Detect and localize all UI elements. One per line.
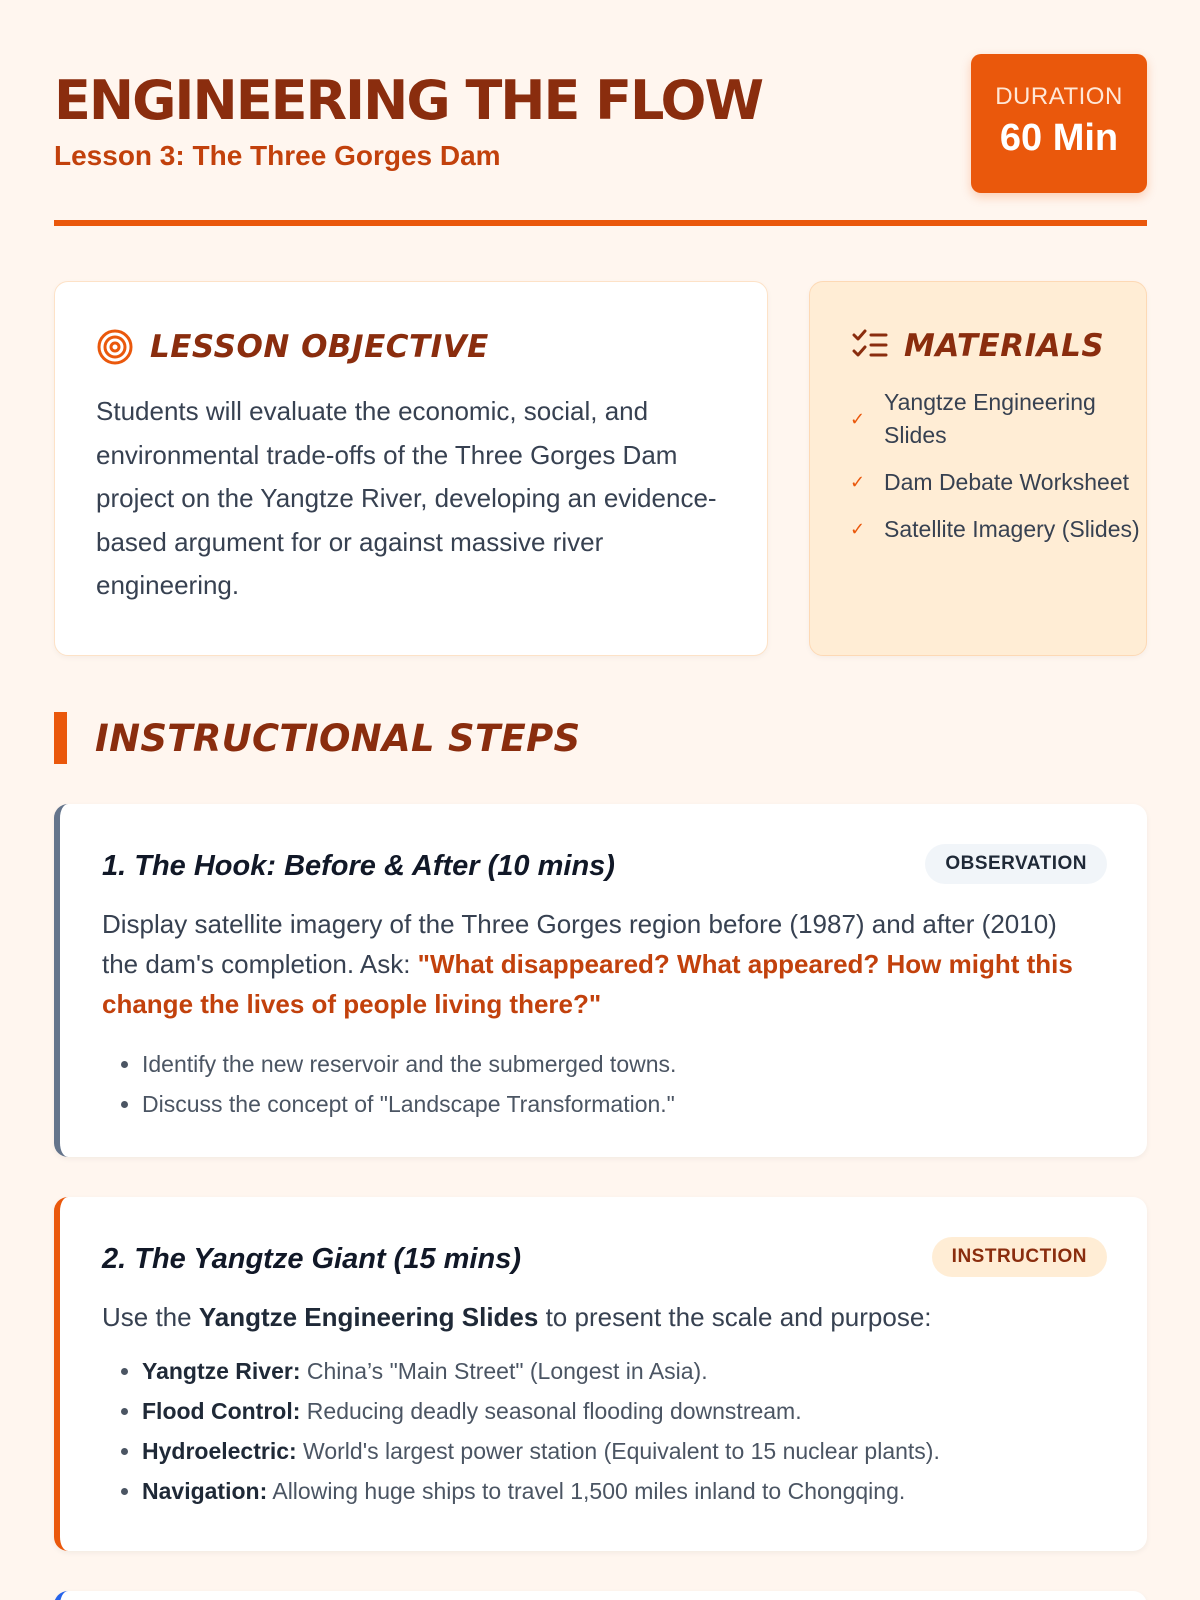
step-resource-name: Yangtze Engineering Slides: [198, 1302, 539, 1332]
materials-list: [850, 386, 1140, 560]
objective-title: LESSON OBJECTIVE: [150, 329, 489, 365]
objective-card: [54, 281, 768, 656]
bullet-term: Hydroelectric:: [142, 1438, 297, 1464]
list-item: [850, 513, 1140, 546]
bullet-text: Reducing deadly seasonal flooding downstream.: [300, 1398, 802, 1424]
step-title: 1. The Hook: Before & After (10 mins): [102, 850, 615, 882]
bullet-term: Navigation:: [142, 1478, 268, 1504]
list-item: • Discuss the concept of "Landscape Transformation.": [142, 1084, 1102, 1124]
step-card-1: [54, 804, 1147, 1157]
duration-label: DURATION: [995, 83, 1123, 110]
step-description-text: Display satellite imagery of the Three Gorges region before (1987) and after (2010) the dam's completion. Ask:: [102, 909, 1057, 979]
bullet-term: Yangtze River:: [142, 1358, 301, 1384]
step-description: [102, 904, 1092, 1024]
objective-heading: [96, 328, 489, 366]
section-heading: [54, 712, 580, 764]
list-item: [850, 466, 1140, 499]
check-icon: ✓: [850, 408, 866, 429]
list-item: [850, 386, 1140, 452]
list-item: [142, 1391, 1102, 1431]
step-type-badge: OBSERVATION: [925, 844, 1107, 884]
checklist-icon: [852, 329, 888, 363]
check-icon: ✓: [850, 472, 866, 492]
step-description-text: Use the: [102, 1302, 199, 1332]
target-icon: [96, 328, 134, 366]
overview-row: [54, 281, 1147, 656]
objective-text: Students will evaluate the economic, social, and environmental trade-offs of the Three Gorges Dam project on the Yangtze River, developing an evidence-based argument for or against massive river engineering.: [96, 396, 717, 600]
list-item: [142, 1471, 1102, 1511]
section-accent-bar: [54, 712, 67, 764]
step-type-badge: INSTRUCTION: [932, 1237, 1107, 1277]
bullet-term: Flood Control:: [142, 1398, 301, 1424]
bullet-text: China’s "Main Street" (Longest in Asia).: [300, 1358, 708, 1384]
bullet-text: World's largest power station (Equivalent to 15 nuclear plants).: [296, 1438, 940, 1464]
step-description-text: to present the scale and purpose:: [538, 1302, 932, 1332]
step-question: "What disappeared? What appeared? How might this change the lives of people living there?": [102, 949, 1073, 1019]
step-description: [102, 1297, 1092, 1337]
step-card-2: [54, 1197, 1147, 1551]
step-card-3: [54, 1591, 1147, 1600]
page-title: ENGINEERING THE FLOW: [54, 69, 763, 132]
section-title: INSTRUCTIONAL STEPS: [95, 716, 581, 760]
bullet-text: Allowing huge ships to travel 1,500 miles inland to Chongqing.: [267, 1478, 906, 1504]
duration-value: 60 Min: [999, 117, 1119, 159]
list-item: • Identify the new reservoir and the submerged towns.: [142, 1044, 1102, 1084]
material-label: Dam Debate Worksheet: [884, 469, 1130, 495]
materials-heading: [852, 328, 1104, 364]
materials-title: MATERIALS: [904, 328, 1105, 364]
check-icon: ✓: [850, 519, 866, 539]
step-title: 2. The Yangtze Giant (15 mins): [102, 1243, 521, 1275]
step-bullets: [142, 1044, 1102, 1124]
material-label: Yangtze Engineering Slides: [884, 389, 1096, 448]
header-divider: [54, 220, 1147, 226]
lesson-plan-page: [54, 0, 1147, 1504]
step-bullets: [142, 1351, 1102, 1511]
page-subtitle: Lesson 3: The Three Gorges Dam: [54, 140, 501, 171]
list-item: [142, 1431, 1102, 1471]
duration-badge: [971, 54, 1147, 193]
list-item: [142, 1351, 1102, 1391]
header: [54, 0, 1147, 226]
material-label: Satellite Imagery (Slides): [884, 516, 1140, 542]
materials-card: [809, 281, 1147, 656]
